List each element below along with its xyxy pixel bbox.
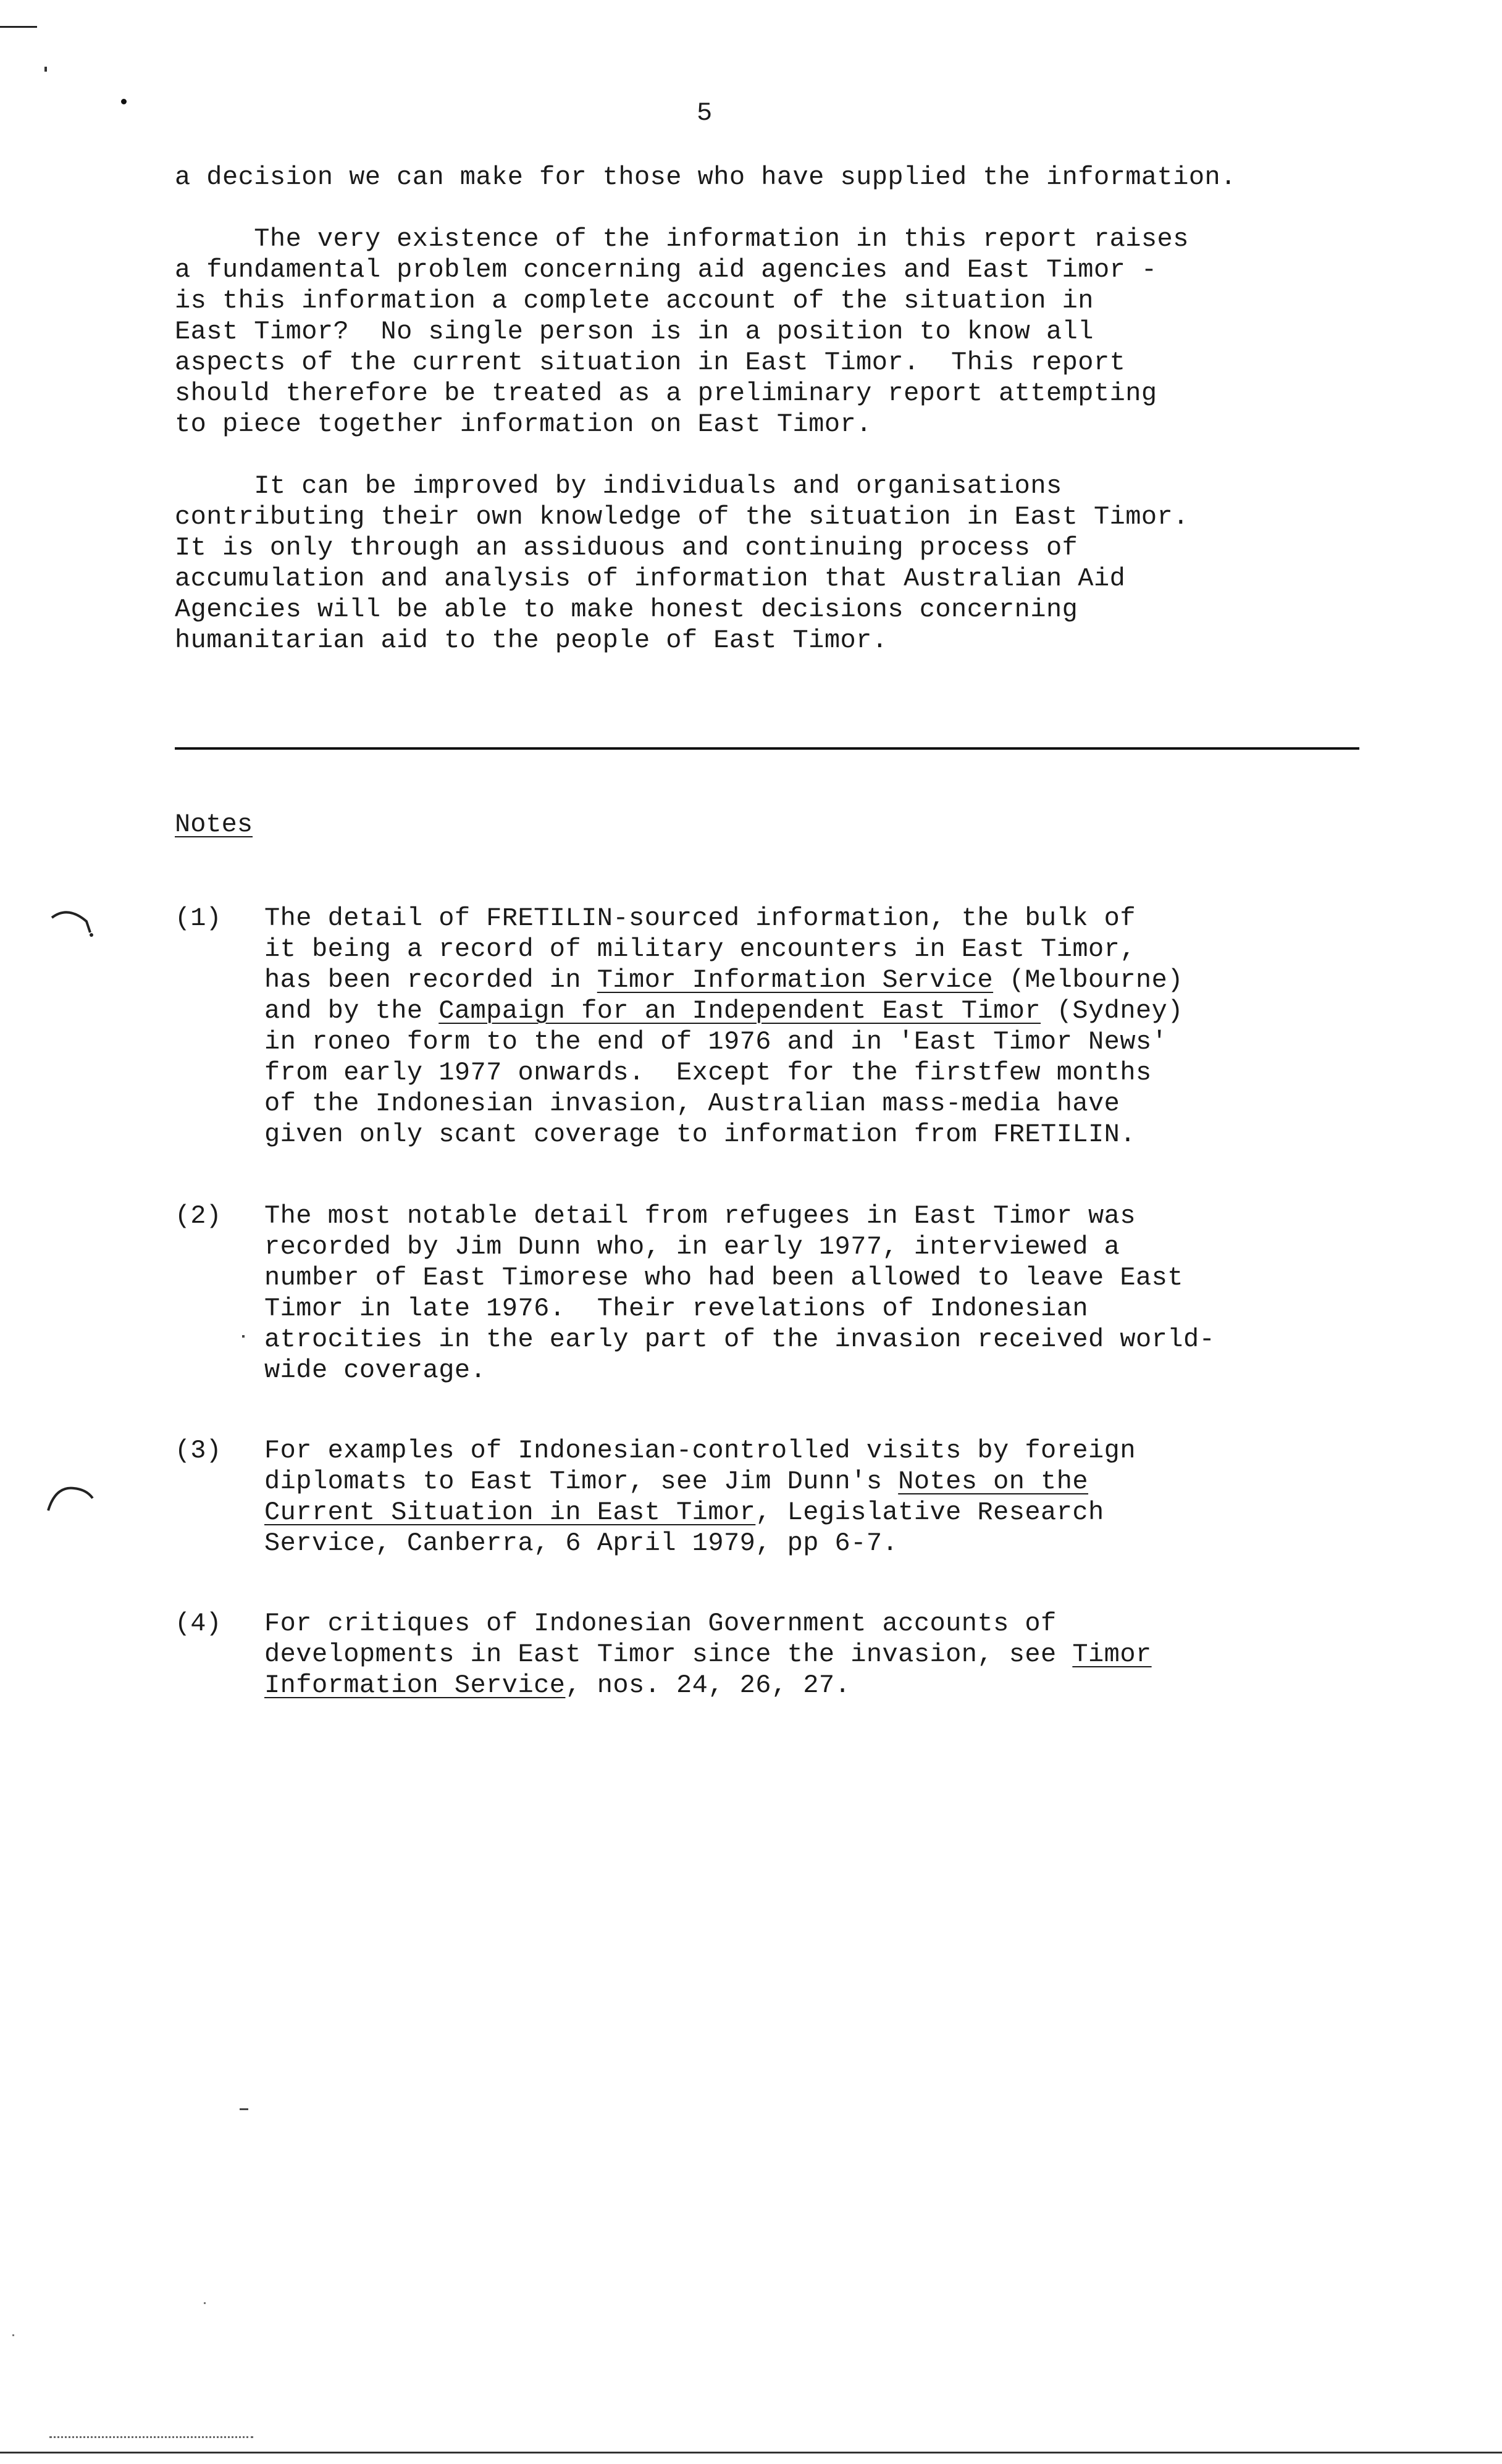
note-line: Current Situation in East Timor, Legislative Research (264, 1498, 1104, 1527)
underlined-title: Campaign for an Independent East Timor (438, 996, 1041, 1026)
note-number: (1) (175, 903, 222, 933)
text-line: should therefore be treated as a preliminary report attempting (175, 379, 1157, 408)
scan-speck (44, 67, 47, 72)
note-text (264, 1201, 1215, 1386)
scan-bottom-edge (0, 2452, 1502, 2454)
body-paragraph-continuation (175, 162, 1410, 193)
note-line: Timor in late 1976. Their revelations of Indonesian (264, 1294, 1089, 1323)
note-number: (3) (175, 1436, 222, 1465)
note-number: (2) (175, 1201, 222, 1231)
text-line: contributing their own knowledge of the situation in East Timor. (175, 502, 1189, 532)
scan-speck (242, 1335, 245, 1338)
text-line: a fundamental problem concerning aid agencies and East Timor - (175, 255, 1157, 285)
note-line: wide coverage. (264, 1356, 487, 1385)
page-number: 5 (697, 98, 713, 128)
notes-heading: Notes (175, 810, 253, 839)
text-line: The very existence of the information in this report raises (175, 224, 1189, 254)
scan-speck (204, 2302, 206, 2304)
note-line: and by the Campaign for an Independent East Timor (Sydney) (264, 996, 1183, 1026)
scan-dot (121, 99, 127, 104)
note-text (264, 1435, 1136, 1559)
text-line: to piece together information on East Timor. (175, 409, 872, 439)
note-line: The detail of FRETILIN-sourced information, the bulk of (264, 903, 1136, 933)
note-line: developments in East Timor since the invasion, see Timor (264, 1640, 1152, 1669)
text-line: is this information a complete account of the situation in (175, 286, 1094, 316)
note-text (264, 1608, 1152, 1701)
text-line: It is only through an assiduous and continuing process of (175, 533, 1078, 563)
note-line: The most notable detail from refugees in East Timor was (264, 1201, 1136, 1231)
note-line: Service, Canberra, 6 April 1979, pp 6-7. (264, 1528, 899, 1558)
note-line: from early 1977 onwards. Except for the firstfew months (264, 1058, 1152, 1087)
scan-dotted-line (49, 2436, 253, 2438)
note-line: it being a record of military encounters in East Timor, (264, 934, 1136, 964)
note-line: in roneo form to the end of 1976 and in 'East Timor News' (264, 1027, 1168, 1057)
scan-speck (240, 2108, 248, 2110)
underlined-title: Current Situation in East Timor (264, 1498, 756, 1527)
note-number: (4) (175, 1609, 222, 1638)
margin-hook-mark-2 (43, 1483, 99, 1520)
body-paragraph-fundamental-problem (175, 224, 1410, 440)
note-line: diplomats to East Timor, see Jim Dunn's Notes on the (264, 1467, 1089, 1496)
text-line: East Timor? No single person is in a position to know all (175, 317, 1094, 346)
section-divider (175, 747, 1359, 750)
text-line: a decision we can make for those who have supplied the information. (175, 162, 1236, 192)
note-text (264, 903, 1183, 1150)
note-line: For examples of Indonesian-controlled visits by foreign (264, 1436, 1136, 1465)
note-line: number of East Timorese who had been allowed to leave East (264, 1263, 1183, 1293)
note-line: given only scant coverage to information from FRETILIN. (264, 1120, 1136, 1149)
text-line: It can be improved by individuals and organisations (175, 471, 1062, 501)
note-line: For critiques of Indonesian Government accounts of (264, 1609, 1057, 1638)
underlined-title: Information Service (264, 1670, 566, 1700)
text-line: accumulation and analysis of information that Australian Aid (175, 564, 1126, 593)
note-line: recorded by Jim Dunn who, in early 1977, interviewed a (264, 1232, 1120, 1262)
text-line: aspects of the current situation in East Timor. This report (175, 348, 1126, 377)
scan-speck (12, 2334, 14, 2336)
note-line: atrocities in the early part of the invasion received world- (264, 1325, 1215, 1354)
underlined-title: Timor (1072, 1640, 1152, 1669)
text-line: humanitarian aid to the people of East Timor. (175, 626, 888, 655)
margin-hook-mark-1 (49, 908, 99, 945)
underlined-title: Timor Information Service (597, 965, 994, 995)
scan-edge-mark (0, 26, 37, 28)
body-paragraph-improvement (175, 471, 1410, 656)
note-line: of the Indonesian invasion, Australian mass-media have (264, 1089, 1120, 1118)
note-line: has been recorded in Timor Information Service (Melbourne) (264, 965, 1183, 995)
underlined-title: Notes on the (898, 1467, 1089, 1496)
note-line: Information Service, nos. 24, 26, 27. (264, 1670, 851, 1700)
text-line: Agencies will be able to make honest decisions concerning (175, 595, 1078, 624)
